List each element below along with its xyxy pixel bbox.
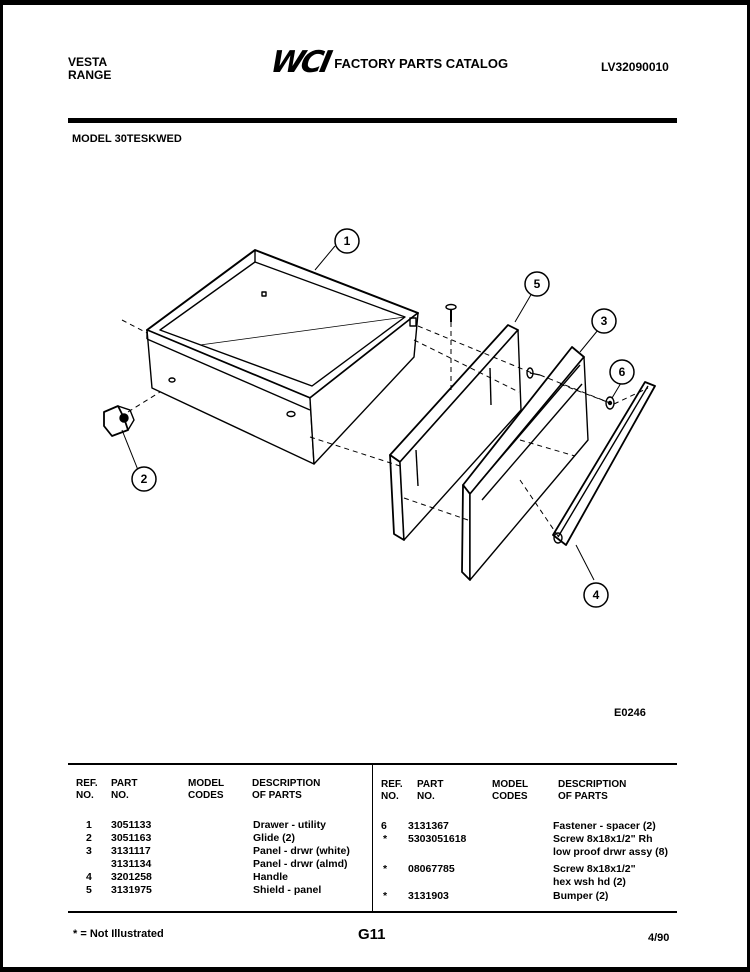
table-bottom-rule: [68, 911, 677, 913]
not-illustrated-note: * = Not Illustrated: [73, 928, 164, 940]
callout-5: [525, 272, 549, 296]
right-header-desc: DESCRIPTION OF PARTS: [558, 779, 627, 802]
left-header-model: MODEL CODES: [188, 778, 225, 801]
left-header-ref: REF. NO.: [76, 778, 98, 801]
brand-line-1: VESTA: [68, 55, 108, 69]
svg-text:2: 2: [140, 472, 148, 486]
drawing-code: E0246: [614, 707, 646, 719]
brand-line-2: RANGE: [68, 68, 112, 82]
left-header-part: PART NO.: [111, 778, 138, 801]
callout-4: [584, 583, 608, 607]
callout-1: [335, 229, 359, 253]
revision-date: 4/90: [648, 932, 670, 944]
right-header-model: MODEL CODES: [492, 779, 529, 802]
callout-6: [610, 360, 634, 384]
callout-2: [132, 467, 156, 491]
catalog-number: LV32090010: [601, 60, 669, 74]
callout-3: [592, 309, 616, 333]
svg-text:1: 1: [343, 234, 351, 248]
svg-text:3: 3: [600, 314, 608, 328]
left-header-desc: DESCRIPTION OF PARTS: [252, 778, 321, 801]
catalog-title: FACTORY PARTS CATALOG: [334, 55, 509, 71]
screw: [446, 305, 456, 323]
model-number: MODEL 30TESKWED: [72, 133, 182, 145]
svg-text:4: 4: [592, 588, 600, 602]
wci-logo: WCI: [267, 45, 333, 80]
right-header-ref: REF. NO.: [381, 779, 403, 802]
table-column-divider: [372, 765, 373, 913]
svg-text:5: 5: [533, 277, 541, 291]
svg-text:6: 6: [618, 365, 626, 379]
page-number: G11: [358, 926, 386, 943]
fastener: [527, 368, 540, 378]
drawer-utility: [147, 250, 418, 464]
right-header-part: PART NO.: [417, 779, 444, 802]
